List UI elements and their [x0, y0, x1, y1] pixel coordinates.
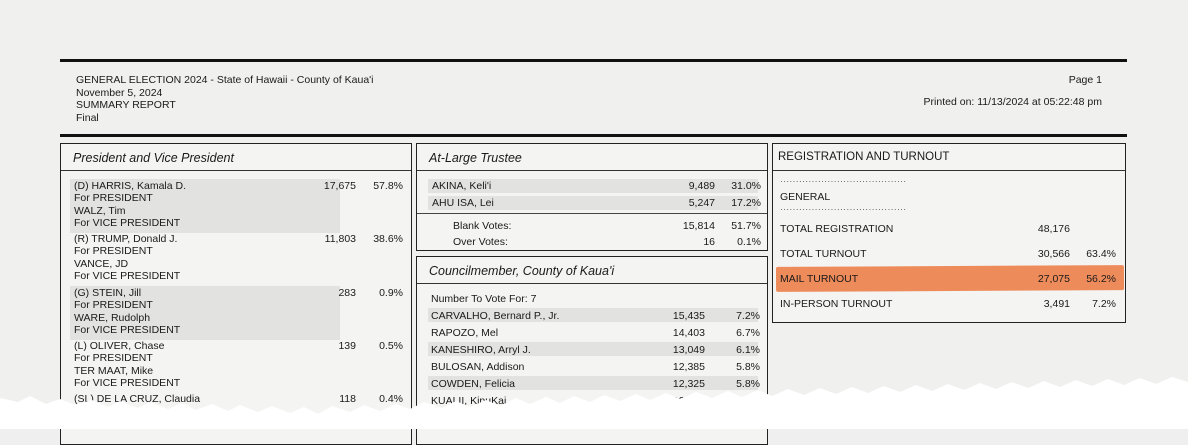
mail-turnout-value: 27,075: [1037, 273, 1070, 285]
in-person-turnout-percent: 7.2%: [1092, 298, 1116, 310]
candidate-office: For PRESIDENT: [74, 245, 153, 258]
general-label: GENERAL: [780, 191, 831, 203]
printed-on: Printed on: 11/13/2024 at 05:22:48 pm: [923, 96, 1102, 108]
candidate-name: KANESHIRO, Arryl J.: [431, 344, 531, 356]
vote-count: 14,403: [672, 327, 705, 339]
vote-count: 15,435: [672, 310, 705, 322]
running-mate-name: WALZ, Tim: [74, 204, 126, 217]
vote-percent: 5.8%: [736, 378, 760, 390]
total-registration-value: 48,176: [1037, 223, 1070, 235]
vote-percent: 0.9%: [379, 287, 403, 299]
vote-count: 12,385: [672, 361, 705, 373]
vote-percent: 6.7%: [736, 327, 760, 339]
report-type: SUMMARY REPORT: [76, 99, 176, 111]
vote-count: 13,049: [672, 344, 705, 356]
candidate-name: AKINA, Keli'i: [432, 180, 492, 192]
vote-percent: 7.2%: [736, 310, 760, 322]
over-votes-percent: 0.1%: [737, 236, 761, 248]
running-mate-office: For VICE PRESIDENT: [74, 376, 181, 389]
total-turnout-label: TOTAL TURNOUT: [780, 248, 867, 260]
vote-percent: 0.4%: [379, 393, 403, 405]
registration-title: REGISTRATION AND TURNOUT: [778, 151, 950, 163]
dotted-separator: ········································: [780, 205, 907, 214]
over-votes-label: Over Votes:: [453, 236, 508, 248]
candidate-office: For PRESIDENT: [74, 192, 153, 205]
over-votes-count: 16: [703, 236, 715, 248]
council-title: Councilmember, County of Kaua'i: [429, 264, 615, 278]
election-date: November 5, 2024: [76, 86, 163, 99]
running-mate-office: For VICE PRESIDENT: [74, 323, 181, 336]
candidate-name: AHU ISA, Lei: [432, 197, 494, 209]
total-registration-label: TOTAL REGISTRATION: [780, 223, 894, 235]
page-number: Page 1: [1068, 74, 1102, 86]
candidate-name: CARVALHO, Bernard P., Jr.: [431, 310, 560, 322]
vote-count: 17,675: [323, 180, 356, 192]
candidate-name: BULOSAN, Addison: [431, 361, 525, 373]
in-person-turnout-value: 3,491: [1043, 298, 1070, 310]
in-person-turnout-label: IN-PERSON TURNOUT: [780, 298, 893, 310]
dotted-separator: ········································: [780, 177, 907, 186]
vote-percent: 38.6%: [373, 233, 403, 245]
vote-percent: 0.5%: [379, 340, 403, 352]
running-mate-name: TER MAAT, Mike: [74, 364, 154, 377]
vote-count: 12,325: [672, 378, 705, 390]
vote-percent: 57.8%: [373, 180, 403, 192]
running-mate-office: For VICE PRESIDENT: [74, 216, 181, 229]
vote-count: 5,247: [688, 197, 715, 209]
vote-count: 118: [339, 393, 356, 405]
candidate-name: (R) TRUMP, Donald J.: [74, 233, 178, 245]
candidate-name: COWDEN, Felicia: [431, 378, 516, 390]
candidate-name: (L) OLIVER, Chase: [74, 340, 165, 352]
candidate-office: For PRESIDENT: [74, 352, 153, 365]
candidate-name: RAPOZO, Mel: [431, 327, 499, 339]
running-mate-name: VANCE, JD: [74, 257, 129, 270]
mail-turnout-percent: 56.2%: [1086, 273, 1116, 285]
running-mate-office: For VICE PRESIDENT: [74, 269, 181, 282]
candidate-name: (D) HARRIS, Kamala D.: [74, 180, 187, 192]
vote-percent: 17.2%: [731, 197, 761, 209]
candidate-name: KUALII, KipuKai: [431, 395, 507, 407]
total-turnout-percent: 63.4%: [1086, 248, 1116, 260]
blank-votes-percent: 51.7%: [731, 220, 761, 232]
vote-percent: 5.8%: [736, 361, 760, 373]
vote-count: 11,803: [324, 233, 356, 245]
total-turnout-value: 30,566: [1037, 248, 1070, 260]
report-status: Final: [76, 111, 99, 124]
candidate-name: (SL) DE LA CRUZ, Claudia: [74, 393, 201, 405]
election-title: GENERAL ELECTION 2024 - State of Hawaii - County of Kaua'i: [76, 74, 374, 86]
president-title: President and Vice President: [73, 151, 234, 165]
vote-for-count: Number To Vote For: 7: [431, 293, 537, 305]
candidate-name: (G) STEIN, Jill: [74, 287, 142, 299]
mail-turnout-label: MAIL TURNOUT: [780, 273, 859, 285]
blank-votes-label: Blank Votes:: [453, 220, 512, 232]
vote-count: 139: [338, 340, 356, 352]
running-mate-name: WARE, Rudolph: [74, 311, 151, 324]
blank-votes-count: 15,814: [682, 220, 715, 232]
vote-percent: 6.1%: [736, 344, 760, 356]
vote-percent: 31.0%: [731, 180, 761, 192]
trustee-title: At-Large Trustee: [429, 151, 522, 165]
vote-count: 283: [338, 287, 356, 299]
vote-count: 9,489: [688, 180, 715, 192]
candidate-office: For PRESIDENT: [74, 299, 153, 312]
